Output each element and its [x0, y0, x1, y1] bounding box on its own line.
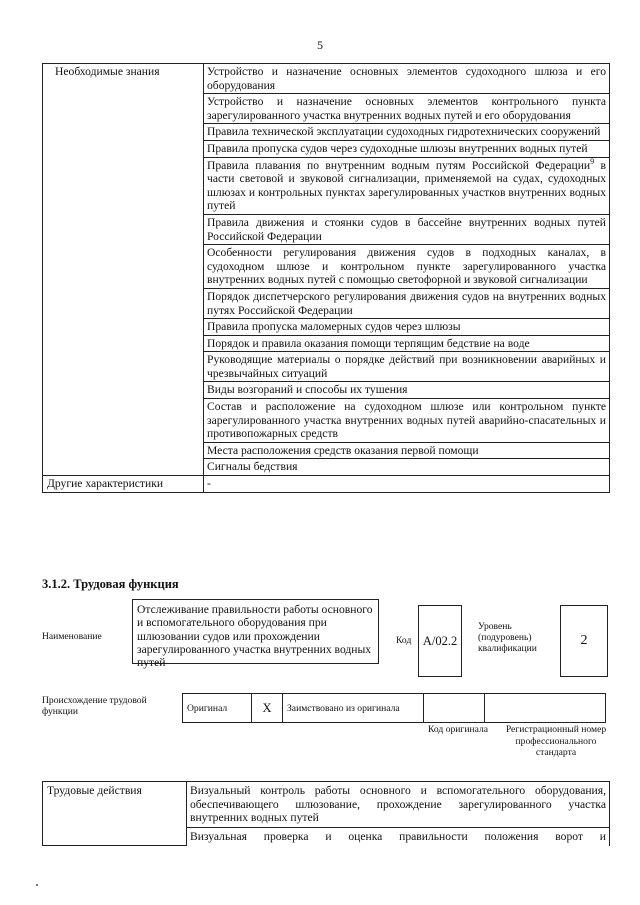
- table-row: [43, 782, 610, 828]
- function-code: A/02.2: [418, 605, 462, 677]
- knowledge-item: Порядок диспетчерского регулирования движения судов на внутренних водных путях Российской Федерации: [204, 288, 610, 318]
- knowledge-item-text: в части световой и звуковой сигнализации, применяемой на судах, судоходных шлюзах и контрольных пунктах зарегулированных участков внутренних водных путей: [207, 158, 606, 213]
- knowledge-item: Особенности регулирования движения судов в подходных каналах, в судоходном шлюзе и контрольном пункте зарегулированного участка внутренних водных путей с помощью светофорной и звуковой сигнализации: [204, 245, 610, 289]
- knowledge-item: Правила технической эксплуатации судоходных гидротехнических сооружений: [204, 124, 610, 141]
- origin-label: Происхождение трудовой функции: [42, 695, 147, 717]
- knowledge-item: Руководящие материалы о порядке действий при возникновении аварийных и чрезвычайных ситуаций: [204, 352, 610, 382]
- code-original-label: Код оригинала: [427, 724, 489, 735]
- name-label: Наименование: [42, 631, 102, 642]
- knowledge-item: Сигналы бедствия: [204, 459, 610, 476]
- knowledge-item: Устройство и назначение основных элементов контрольного пункта зарегулированного участка внутренних водных путей и его оборудования: [204, 94, 610, 124]
- knowledge-item: Правила пропуска судов через судоходные шлюзы внутренних водных путей: [204, 140, 610, 157]
- borrowed-label: Заимствовано из оригинала: [283, 694, 424, 723]
- page-number: 5: [317, 38, 323, 52]
- action-item: Визуальная проверка и оценка правильности положения ворот и: [187, 827, 610, 846]
- reg-number-label: Регистрационный номер профессионального стандарта: [505, 724, 607, 758]
- knowledge-table: [42, 63, 610, 493]
- table-row: [183, 694, 606, 723]
- original-label: Оригинал: [183, 694, 252, 723]
- knowledge-item: [204, 157, 610, 214]
- knowledge-item: Правила движения и стоянки судов в бассейне внутренних водных путей Российской Федерации: [204, 214, 610, 244]
- code-original-cell: [424, 694, 485, 723]
- scan-mark: [36, 884, 38, 886]
- actions-table: [42, 781, 610, 846]
- table-row: [43, 64, 610, 94]
- other-label: Другие характеристики: [43, 476, 204, 493]
- knowledge-item: Правила пропуска маломерных судов через шлюзы: [204, 319, 610, 336]
- actions-label: Трудовые действия: [43, 782, 187, 846]
- knowledge-item: Состав и расположение на судоходном шлюзе или контрольном пункте зарегулированного участка внутренних водных путей аварийно-спасательных и противопожарных средств: [204, 399, 610, 443]
- knowledge-label: Необходимые знания: [43, 64, 204, 476]
- qualification-level: 2: [560, 605, 608, 677]
- table-row: [43, 476, 610, 493]
- other-value: -: [204, 476, 610, 493]
- level-label: Уровень (подуровень) квалификации: [478, 621, 537, 654]
- origin-table: [182, 693, 606, 723]
- section-title: 3.1.2. Трудовая функция: [42, 577, 179, 591]
- knowledge-item: Места расположения средств оказания первой помощи: [204, 442, 610, 459]
- knowledge-item: Виды возгораний и способы их тушения: [204, 382, 610, 399]
- original-mark: X: [252, 694, 283, 723]
- knowledge-item-text: Правила плавания по внутренним водным путям Российской Федерации: [207, 158, 591, 172]
- action-item: Визуальный контроль работы основного и вспомогательного оборудования, обеспечивающего шлюзование, прохождение зарегулированного участка внутренних водных путей: [187, 782, 610, 828]
- code-label: Код: [396, 635, 412, 646]
- knowledge-item: Устройство и назначение основных элементов судоходного шлюза и его оборудования: [204, 64, 610, 94]
- knowledge-item: Порядок и правила оказания помощи терпящим бедствие на воде: [204, 335, 610, 352]
- reg-number-cell: [485, 694, 606, 723]
- footnote-mark: 9: [590, 156, 595, 166]
- function-name: Отслеживание правильности работы основного и вспомогательного оборудования при шлюзовании судов или прохождении зарегулированного участка внутренних водных путей: [132, 599, 379, 664]
